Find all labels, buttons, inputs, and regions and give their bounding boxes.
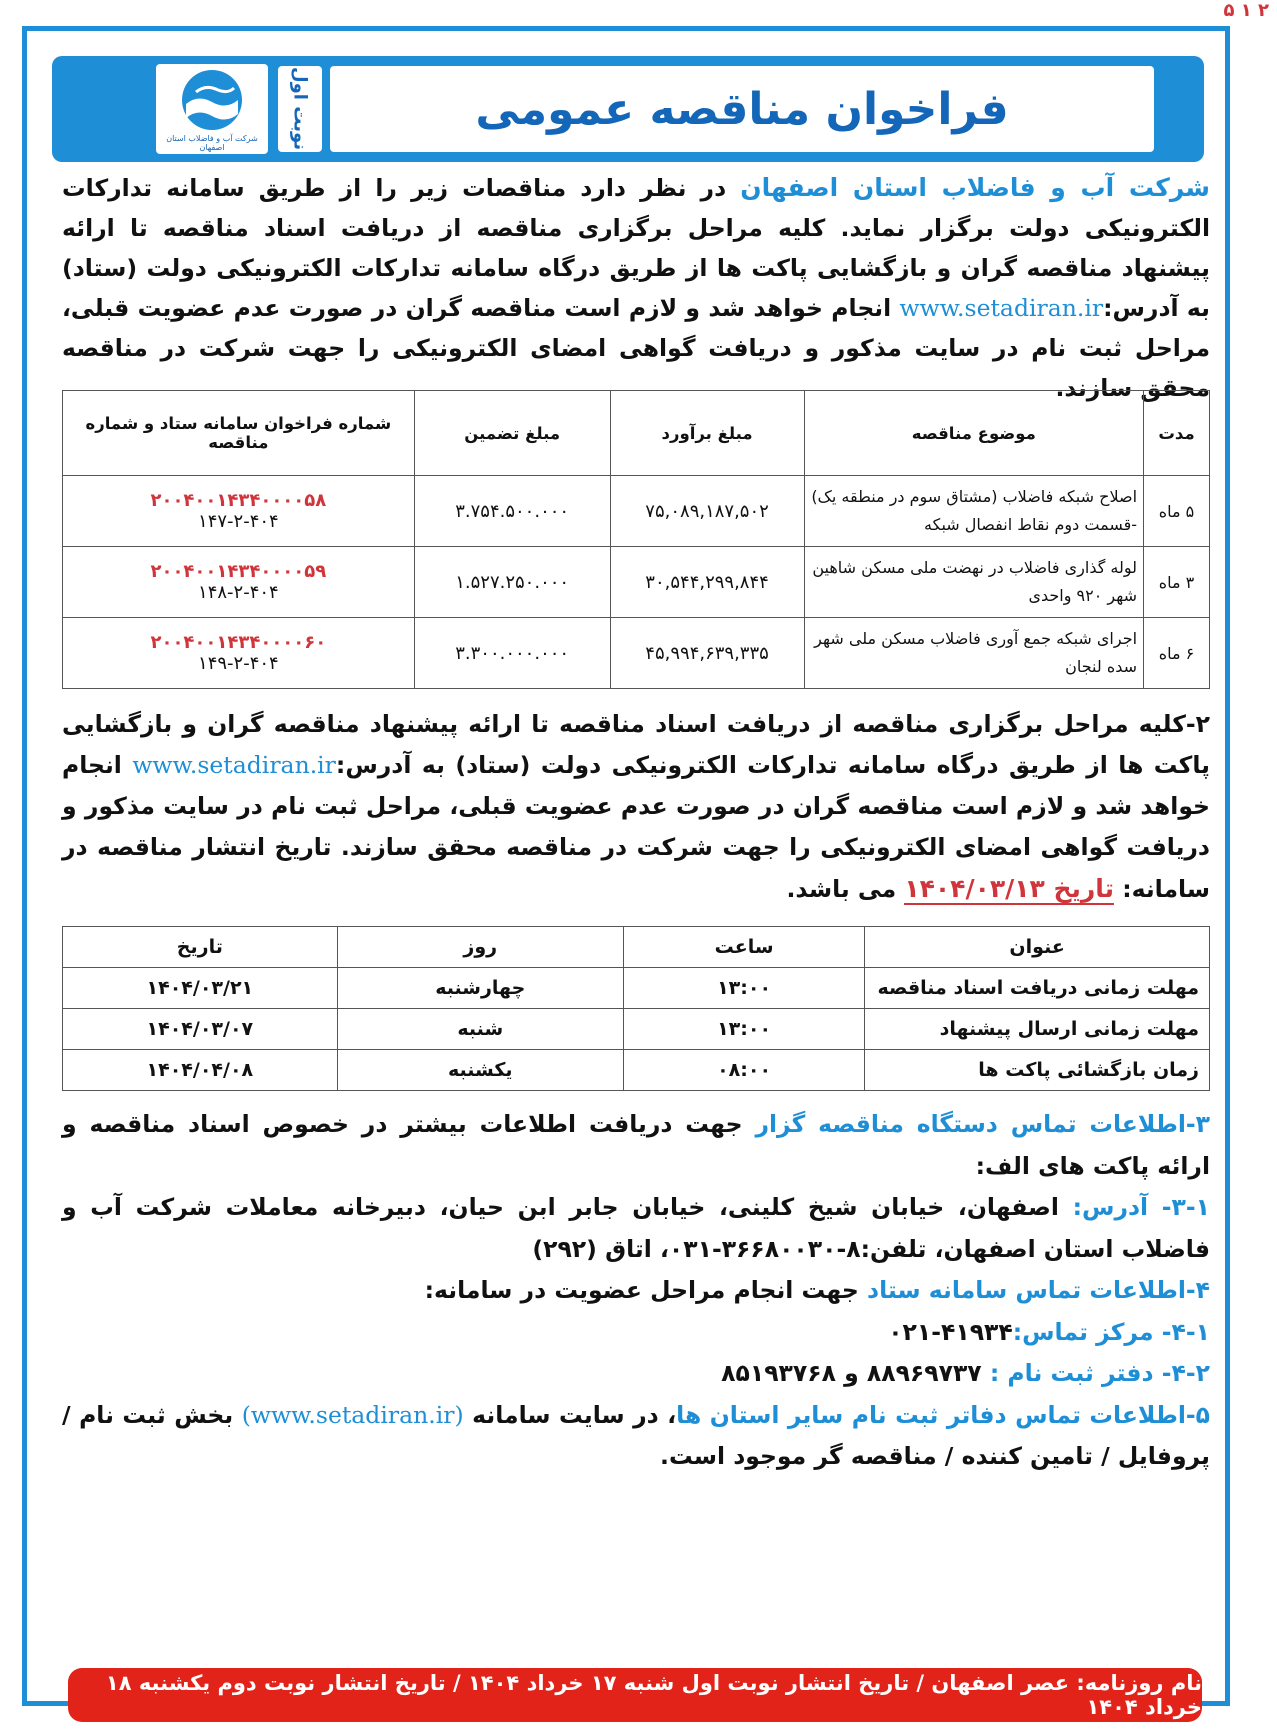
schedule-date: ۱۴۰۴/۰۳/۰۷ [63,1009,338,1050]
schedule-title: زمان بازگشائی پاکت ها [865,1050,1210,1091]
header-day: روز [337,927,623,968]
section-5-title: ۵-اطلاعات تماس دفاتر ثبت نام سایر استان ها [676,1400,1211,1429]
tender-number: ۱۴۸-۲-۴۰۴ [198,582,279,603]
page-title: فراخوان مناقصه عمومی [475,83,1009,135]
schedule-header-row [63,927,1210,968]
intro-text-2: انجام خواهد شد و لازم است مناقصه گران در صورت عدم عضویت قبلی، مراحل ثبت نام در سایت مذکور و دریافت گواهی امضای الکترونیکی را جهت شرکت در مناقصه محقق سازند. [62,294,1210,402]
header-banner [52,56,1204,162]
schedule-time: ۱۳:۰۰ [623,1009,864,1050]
company-name: شرکت آب و فاضلاب استان اصفهان [740,173,1210,202]
guarantee: ۳.۳۰۰.۰۰۰.۰۰۰ [414,618,610,689]
schedule-title: مهلت زمانی ارسال پیشنهاد [865,1009,1210,1050]
section-4 [62,1270,1210,1312]
section-4-1 [62,1312,1210,1354]
setad-number-cell [63,618,415,689]
water-drop-logo-icon [156,64,268,136]
header-setad-number: شماره فراخوان سامانه ستاد و شماره مناقصه [63,391,415,476]
estimate: ۳۰,۵۴۴,۲۹۹,۸۴۴ [610,547,804,618]
schedule-row [63,968,1210,1009]
estimate: ۴۵,۹۹۴,۶۳۹,۳۳۵ [610,618,804,689]
company-logo [156,64,268,154]
title-box [330,66,1154,152]
footer-banner [68,1668,1202,1722]
header-guarantee: مبلغ تضمین [414,391,610,476]
subject: اصلاح شبکه فاضلاب (مشتاق سوم در منطقه یک) -قسمت دوم نقاط انفصال شبکه [804,476,1144,547]
section-5 [62,1395,1210,1478]
setad-link-3[interactable]: (www.setadiran.ir) [241,1400,464,1429]
duration: ۵ ماه [1144,476,1210,547]
corner-text: ۵ ۱ ۲ [1223,0,1269,21]
estimate: ۷۵,۰۸۹,۱۸۷,۵۰۲ [610,476,804,547]
setad-number-cell [63,547,415,618]
section-4-title: ۴-اطلاعات تماس سامانه ستاد [867,1276,1210,1304]
section-2-text-1: ۲-کلیه مراحل برگزاری مناقصه از دریافت اسناد مناقصه تا ارائه پیشنهاد مناقصه گران و بازگشایی پاکت ها از طریق درگاه سامانه تدارکات الکترونیکی دولت (ستاد) به آدرس: [62,710,1210,779]
schedule-date: ۱۴۰۴/۰۳/۲۱ [63,968,338,1009]
setad-number: ۲۰۰۴۰۰۱۴۳۴۰۰۰۰۵۸ [150,490,327,511]
header-time: ساعت [623,927,864,968]
schedule-day: یکشنبه [337,1050,623,1091]
table-header-row [63,391,1210,476]
schedule-day: چهارشنبه [337,968,623,1009]
tenders-table [62,390,1210,689]
publish-date: تاریخ ۱۴۰۴/۰۳/۱۳ [904,874,1115,903]
schedule-row [63,1009,1210,1050]
section-2-paragraph [62,704,1210,910]
guarantee: ۳.۷۵۴.۵۰۰.۰۰۰ [414,476,610,547]
turn-label: نوبت اول [289,67,311,151]
header-date: تاریخ [63,927,338,968]
section-2-text-end: می باشد. [786,875,905,903]
table-row [63,476,1210,547]
tender-number: ۱۴۹-۲-۴۰۴ [198,653,279,674]
setad-number-cell [63,476,415,547]
subject: اجرای شبکه جمع آوری فاضلاب مسکن ملی شهر سده لنجان [804,618,1144,689]
guarantee: ۱.۵۲۷.۲۵۰.۰۰۰ [414,547,610,618]
intro-text-1: در نظر دارد مناقصات زیر را از طریق سامانه تدارکات الکترونیکی دولت برگزار نماید. کلیه مراحل برگزاری مناقصه از دریافت اسناد مناقصه تا ارائه پیشنهاد مناقصه گران و بازگشایی پاکت ها از طریق درگاه سامانه تدارکات الکترونیکی دولت (ستاد) به آدرس: [62,174,1210,322]
schedule-time: ۰۸:۰۰ [623,1050,864,1091]
section-4-2-label: ۴-۲- دفتر ثبت نام : [989,1359,1210,1387]
footer-text: نام روزنامه: عصر اصفهان / تاریخ انتشار نوبت اول شنبه ۱۷ خرداد ۱۴۰۴ / تاریخ انتشار نوبت دوم یکشنبه ۱۸ خرداد ۱۴۰۴ [105,1671,1202,1719]
section-4-2 [62,1353,1210,1395]
section-3-1-text: اصفهان، خیابان شیخ کلینی، خیابان جابر ابن حیان، دبیرخانه معاملات شرکت آب و فاضلاب استان اصفهان، تلفن:۸-۳۶۶۸۰۰۳۰-۰۳۱، اتاق (۲۹۲) [62,1193,1210,1263]
table-row [63,618,1210,689]
call-center-number: ۴۱۹۳۴-۰۲۱ [888,1317,1013,1346]
section-2-text-2: انجام خواهد شد و لازم است مناقصه گران در صورت عدم عضویت قبلی، مراحل ثبت نام در سایت مذکور و دریافت گواهی امضای الکترونیکی را جهت شرکت در مناقصه محقق سازند. تاریخ انتشار مناقصه در سامانه: [62,751,1210,903]
schedule-date: ۱۴۰۴/۰۴/۰۸ [63,1050,338,1091]
setad-number: ۲۰۰۴۰۰۱۴۳۴۰۰۰۰۵۹ [150,561,327,582]
table-row [63,547,1210,618]
section-3 [62,1104,1210,1187]
section-3-1 [62,1187,1210,1270]
turn-label-box [278,66,322,152]
header-duration: مدت [1144,391,1210,476]
schedule-time: ۱۳:۰۰ [623,968,864,1009]
logo-caption: شرکت آب و فاضلاب استان اصفهان [166,134,258,152]
subject: لوله گذاری فاضلاب در نهضت ملی مسکن شاهین شهر ۹۲۰ واحدی [804,547,1144,618]
duration: ۳ ماه [1144,547,1210,618]
registration-office-numbers: ۸۸۹۶۹۷۳۷ و ۸۵۱۹۳۷۶۸ [721,1359,990,1387]
duration: ۶ ماه [1144,618,1210,689]
section-5-text-end: بخش ثبت نام / پروفایل / تامین کننده / مناقصه گر موجود است. [62,1400,1210,1470]
header-title: عنوان [865,927,1210,968]
setad-number: ۲۰۰۴۰۰۱۴۳۴۰۰۰۰۶۰ [150,632,327,653]
schedule-title: مهلت زمانی دریافت اسناد مناقصه [865,968,1210,1009]
intro-paragraph [62,168,1210,408]
header-estimate: مبلغ برآورد [610,391,804,476]
section-5-text: ، در سایت سامانه [463,1400,677,1429]
schedule-day: شنبه [337,1009,623,1050]
header-subject: موضوع مناقصه [804,391,1144,476]
setad-link[interactable]: www.setadiran.ir [899,294,1104,322]
contact-section [62,1104,1210,1478]
schedule-table [62,926,1210,1091]
section-3-1-label: ۳-۱- آدرس: [1072,1193,1210,1221]
section-3-text: جهت دریافت اطلاعات بیشتر در خصوص اسناد مناقصه و ارائه پاکت های الف: [62,1110,1210,1180]
tender-number: ۱۴۷-۲-۴۰۴ [198,511,279,532]
schedule-row [63,1050,1210,1091]
setad-link-2[interactable]: www.setadiran.ir [132,751,336,779]
section-4-text: جهت انجام مراحل عضویت در سامانه: [424,1276,868,1304]
section-3-title: ۳-اطلاعات تماس دستگاه مناقصه گزار [755,1110,1210,1138]
section-4-1-label: ۴-۱- مرکز تماس: [1012,1317,1210,1346]
